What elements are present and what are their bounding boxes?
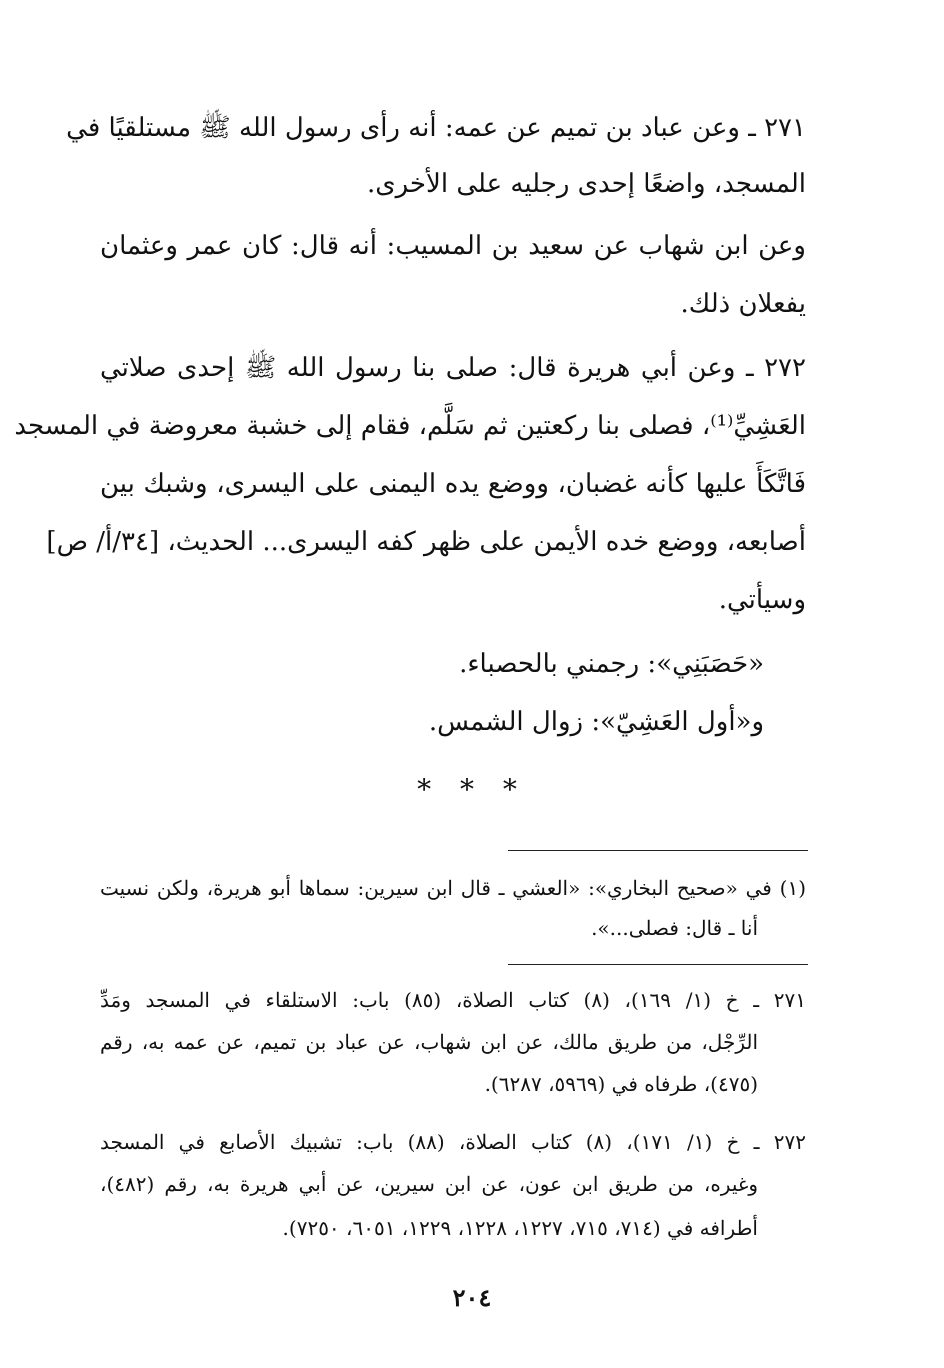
source-271-line-3: (٤٧٥)، طرفاه في (٥٩٦٩، ٦٢٨٧). xyxy=(484,1072,758,1096)
footnote-1-line-1: (١) في «صحيح البخاري»: «العشي ـ قال ابن سيرين: سماها أبو هريرة، ولكن نسيت xyxy=(100,876,806,900)
source-272-line-2: وغيره، من طريق ابن عون، عن ابن سيرين، عن أبي هريرة به، رقم (٤٨٢)، xyxy=(100,1172,758,1196)
athar-line-2: يفعلان ذلك. xyxy=(680,289,806,319)
hadith-272-line-1: ٢٧٢ ـ وعن أبي هريرة قال: صلى بنا رسول الله ﷺ إحدى صلاتي xyxy=(100,353,806,383)
hadith-272-line-3: فَاتَّكَأَ عليها كأنه غضبان، ووضع يده اليمنى على اليسرى، وشبك بين xyxy=(100,469,806,499)
page-number: ٢٠٤ xyxy=(452,1283,492,1312)
sources-rule xyxy=(508,964,808,965)
source-272-line-3: أطرافه في (٧١٤، ٧١٥، ١٢٢٧، ١٢٢٨، ١٢٢٩، ٦٠٥١، ٧٢٥٠). xyxy=(282,1216,758,1240)
source-272-line-1: ٢٧٢ ـ خ (١/ ١٧١)، (٨) كتاب الصلاة، (٨٨) باب: تشبيك الأصابع في المسجد xyxy=(100,1130,807,1154)
footnote-rule xyxy=(508,850,808,851)
hadith-272-line-2: العَشِيِّ⁽¹⁾، فصلى بنا ركعتين ثم سَلَّم، فقام إلى خشبة معروضة في المسجد xyxy=(14,411,806,441)
source-271-line-1: ٢٧١ ـ خ (١/ ١٦٩)، (٨) كتاب الصلاة، (٨٥) باب: الاستلقاء في المسجد ومَدِّ xyxy=(100,988,806,1012)
hadith-272-line-4: أصابعه، ووضع خده الأيمن على ظهر كفه اليسرى... الحديث، [٣٤/أ/ ص] xyxy=(46,527,806,557)
gloss-line-1: «حَصَبَنِي»: رجمني بالحصباء. xyxy=(459,649,764,679)
hadith-271-line-2: المسجد، واضعًا إحدى رجليه على الأخرى. xyxy=(366,169,806,199)
athar-line-1: وعن ابن شهاب عن سعيد بن المسيب: أنه قال: كان عمر وعثمان xyxy=(100,231,806,261)
footnote-1-line-2: أنا ـ قال: فصلى...». xyxy=(591,916,758,940)
hadith-272-line-5: وسيأتي. xyxy=(718,585,806,615)
section-separator: * * * xyxy=(417,773,527,806)
hadith-271-line-1: ٢٧١ ـ وعن عباد بن تميم عن عمه: أنه رأى رسول الله ﷺ مستلقيًا في xyxy=(66,113,806,143)
gloss-line-2: و«أول العَشِيّ»: زوال الشمس. xyxy=(428,707,764,737)
source-271-line-2: الرِّجْل، من طريق مالك، عن ابن شهاب، عن عباد بن تميم، عن عمه به، رقم xyxy=(100,1030,759,1054)
